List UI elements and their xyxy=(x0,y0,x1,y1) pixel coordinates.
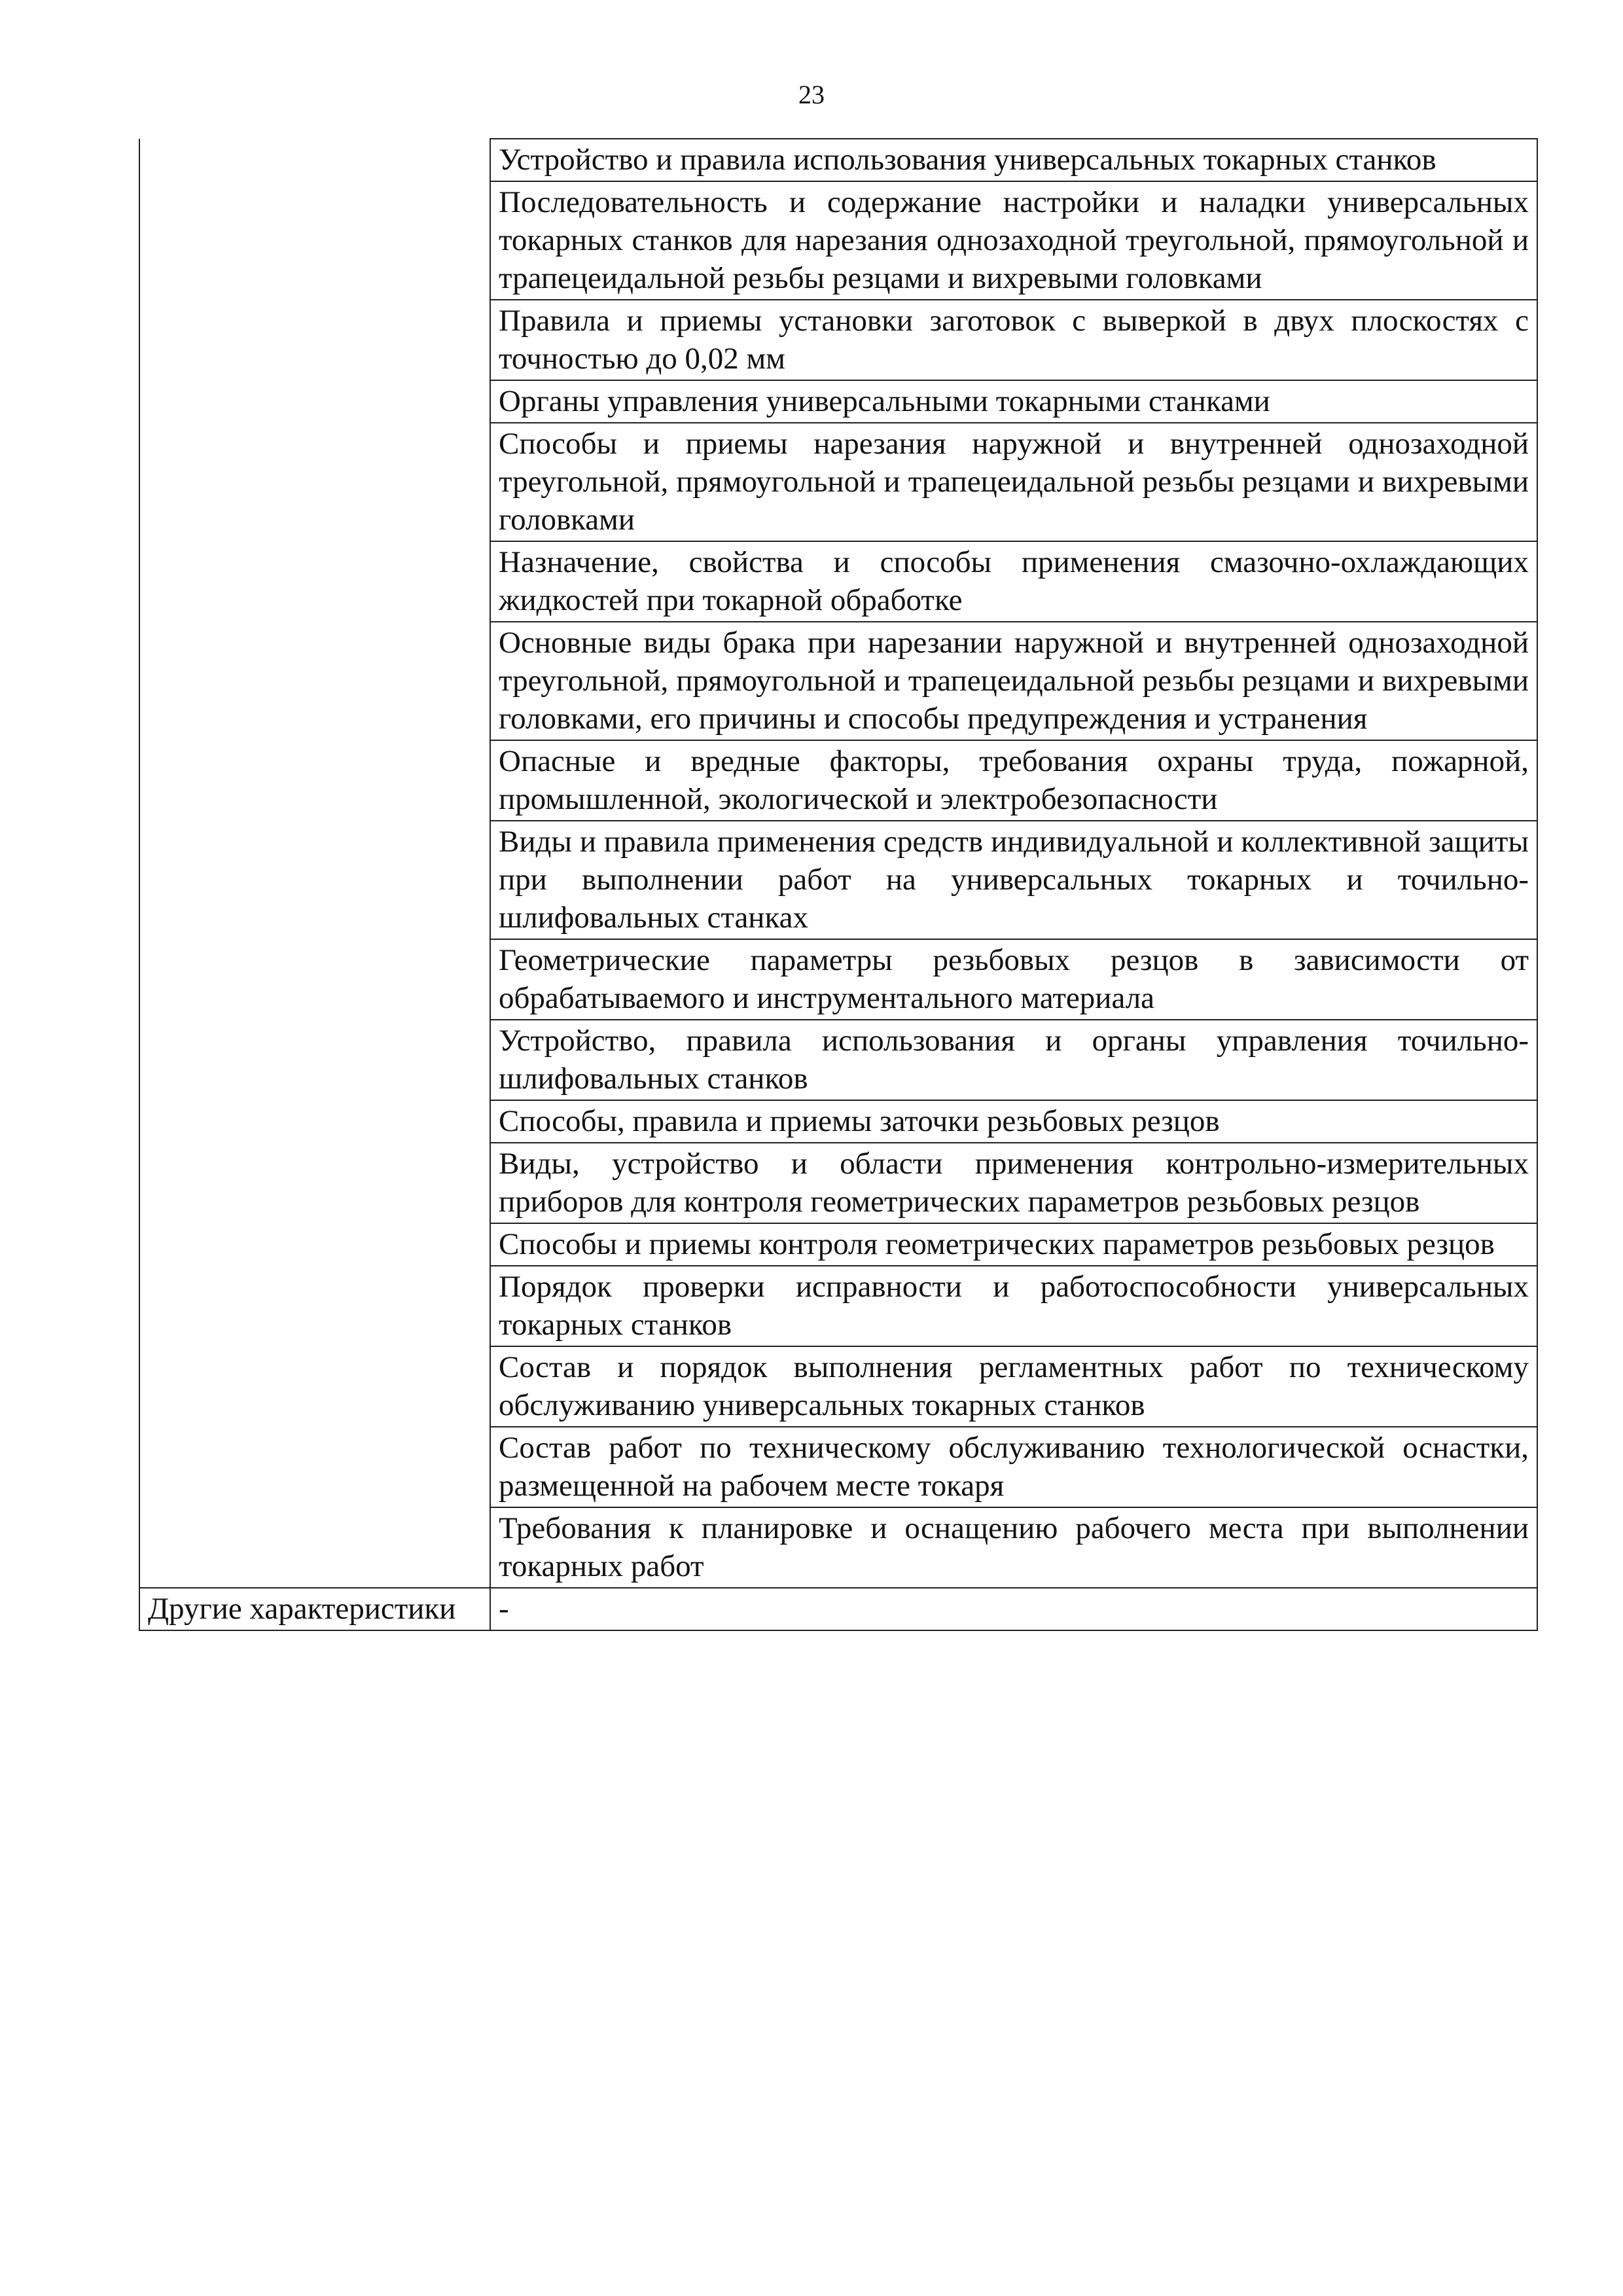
table-row-other-characteristics xyxy=(139,1588,1537,1630)
knowledge-item: Устройство, правила использования и органы управления точильно-шлифовальных станков xyxy=(490,1020,1537,1100)
page-number: 23 xyxy=(798,80,825,109)
knowledge-item: Виды и правила применения средств индивидуальной и коллективной защиты при выполнении работ на универсальных токарных и точильно-шлифовальных станках xyxy=(490,821,1537,939)
knowledge-item: Основные виды брака при нарезании наружной и внутренней однозаходной треугольной, прямоугольной и трапецеидальной резьбы резцами и вихревыми головками, его причины и способы предупреждения и устранения xyxy=(490,622,1537,740)
knowledge-item: Опасные и вредные факторы, требования охраны труда, пожарной, промышленной, экологической и электробезопасности xyxy=(490,740,1537,821)
knowledge-item: Назначение, свойства и способы применения смазочно-охлаждающих жидкостей при токарной обработке xyxy=(490,541,1537,622)
knowledge-item: Устройство и правила использования универсальных токарных станков xyxy=(490,139,1537,181)
table-row xyxy=(139,139,1537,181)
other-characteristics-label: Другие характеристики xyxy=(139,1588,490,1630)
knowledge-item: Правила и приемы установки заготовок с выверкой в двух плоскостях с точностью до 0,02 мм xyxy=(490,300,1537,380)
knowledge-item: Геометрические параметры резьбовых резцов в зависимости от обрабатываемого и инструментального материала xyxy=(490,939,1537,1020)
knowledge-item: Способы и приемы нарезания наружной и внутренней однозаходной треугольной, прямоугольной и трапецеидальной резьбы резцами и вихревыми головками xyxy=(490,423,1537,541)
knowledge-item: Порядок проверки исправности и работоспособности универсальных токарных станков xyxy=(490,1266,1537,1346)
knowledge-item: Органы управления универсальными токарными станками xyxy=(490,380,1537,423)
other-characteristics-value: - xyxy=(490,1588,1537,1630)
knowledge-item: Виды, устройство и области применения контрольно-измерительных приборов для контроля геометрических параметров резьбовых резцов xyxy=(490,1143,1537,1223)
knowledge-item: Последовательность и содержание настройки и наладки универсальных токарных станков для нарезания однозаходной треугольной, прямоугольной и трапецеидальной резьбы резцами и вихревыми головками xyxy=(490,181,1537,300)
knowledge-item: Способы, правила и приемы заточки резьбовых резцов xyxy=(490,1100,1537,1143)
knowledge-item: Состав работ по техническому обслуживанию технологической оснастки, размещенной на рабочем месте токаря xyxy=(490,1427,1537,1507)
knowledge-item: Способы и приемы контроля геометрических параметров резьбовых резцов xyxy=(490,1223,1537,1266)
knowledge-table xyxy=(139,138,1538,1631)
knowledge-item: Состав и порядок выполнения регламентных работ по техническому обслуживанию универсальных токарных станков xyxy=(490,1346,1537,1427)
knowledge-item: Требования к планировке и оснащению рабочего места при выполнении токарных работ xyxy=(490,1507,1537,1588)
required-knowledge-label-cell xyxy=(139,139,490,1588)
